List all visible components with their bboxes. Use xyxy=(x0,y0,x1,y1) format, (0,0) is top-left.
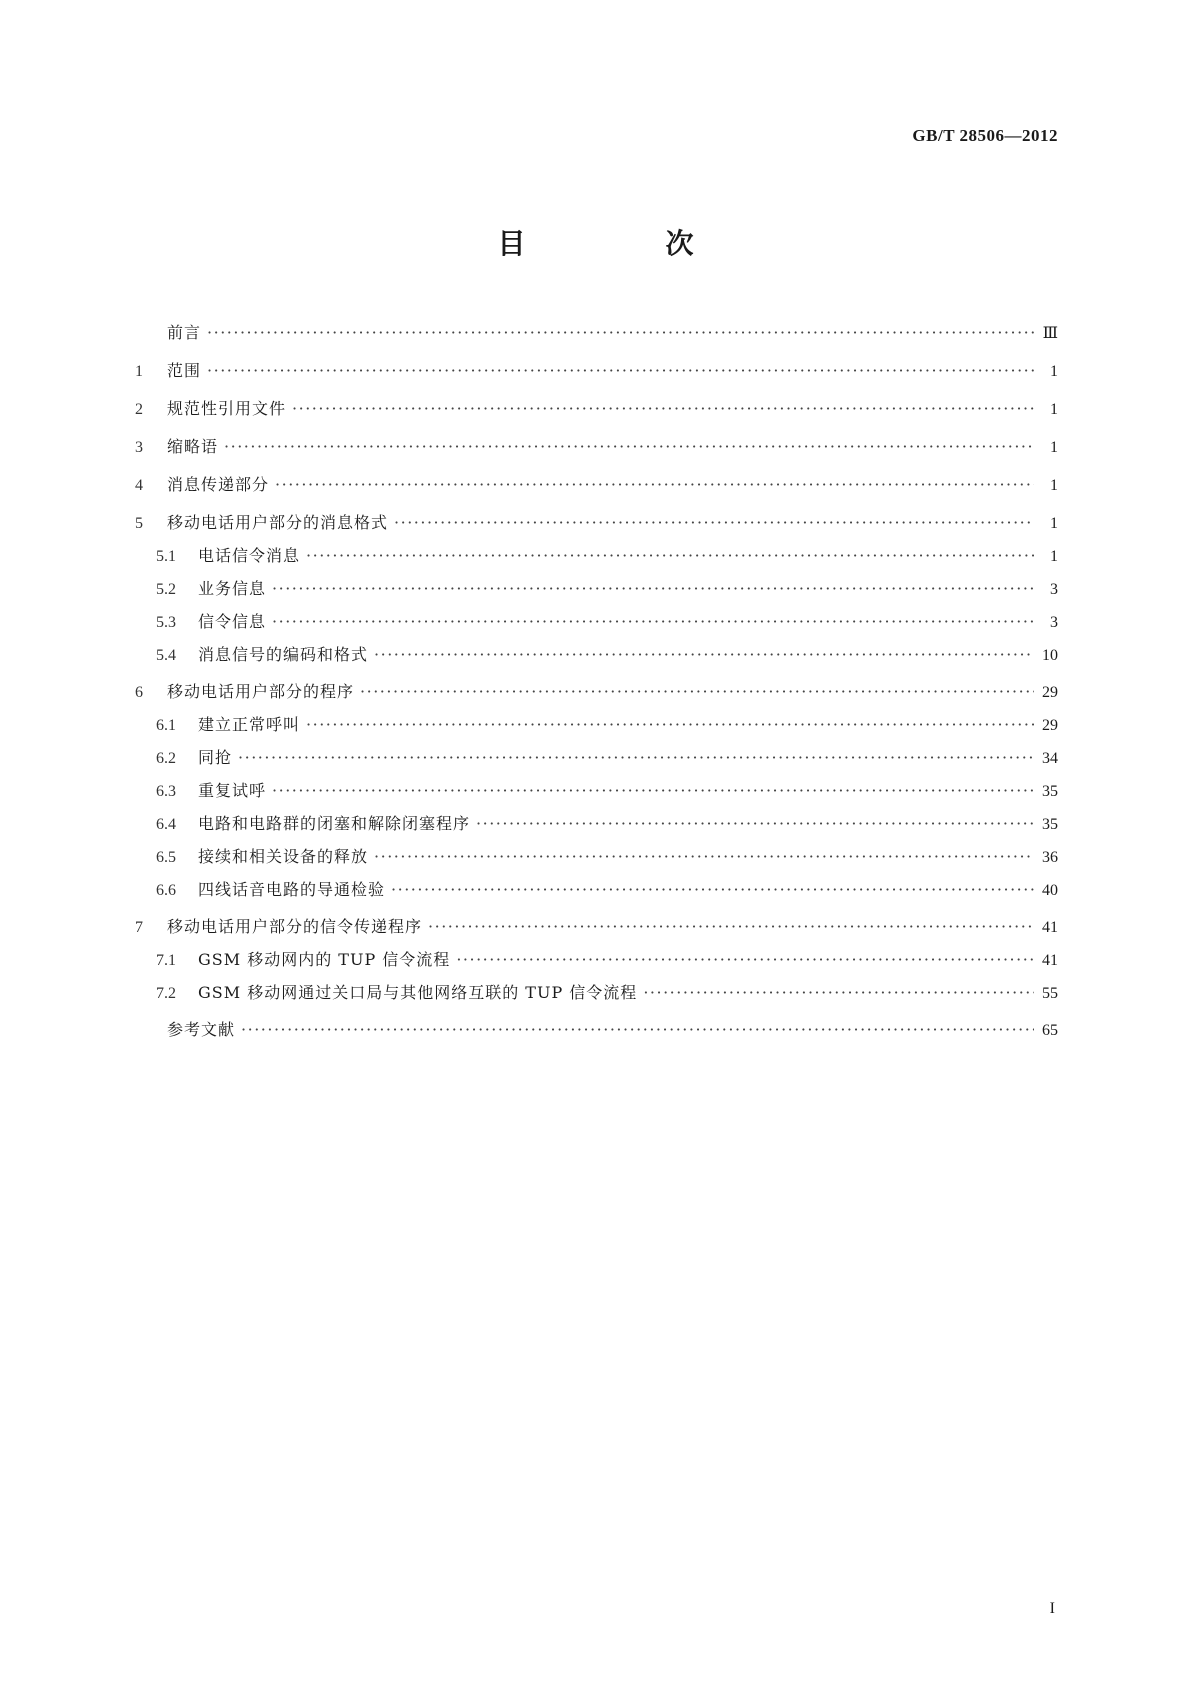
toc-entry[interactable] xyxy=(135,1020,1058,1041)
toc-entry-number: 6.2 xyxy=(156,750,176,767)
toc-dot-leader xyxy=(643,983,1034,1003)
toc-entry-page: 1 xyxy=(1050,477,1058,494)
toc-entry-page: 1 xyxy=(1050,363,1058,380)
page-title: 目 次 xyxy=(497,227,750,260)
toc-entry-number: 3 xyxy=(135,439,143,456)
toc-dot-leader xyxy=(238,748,1034,768)
toc-entry-label: 四线话音电路的导通检验 xyxy=(198,880,386,899)
toc-entry-label: 规范性引用文件 xyxy=(167,399,287,418)
toc-entry-number: 7.1 xyxy=(156,952,176,969)
toc-entry-page: 1 xyxy=(1050,439,1058,456)
toc-entry-page: 29 xyxy=(1042,717,1058,734)
toc-entry-page: 65 xyxy=(1042,1022,1058,1039)
toc-entry-number: 6.1 xyxy=(156,717,176,734)
toc-dot-leader xyxy=(374,645,1034,665)
toc-entry-number: 6.3 xyxy=(156,783,176,800)
toc-entry[interactable] xyxy=(135,847,1058,868)
toc-entry-label: 接续和相关设备的释放 xyxy=(198,847,369,866)
toc-entry[interactable] xyxy=(135,682,1058,703)
toc-entry[interactable] xyxy=(135,475,1058,496)
toc-entry[interactable] xyxy=(135,579,1058,600)
toc-entry[interactable] xyxy=(135,361,1058,382)
toc-entry[interactable] xyxy=(135,781,1058,802)
toc-entry-page: 1 xyxy=(1050,515,1058,532)
toc-entry[interactable] xyxy=(135,323,1058,344)
toc-entry-page: 3 xyxy=(1050,614,1058,631)
toc-entry-label: 同抢 xyxy=(198,748,233,767)
toc-entry-page: 55 xyxy=(1042,985,1058,1002)
toc-entry-number: 5.1 xyxy=(156,548,176,565)
toc-entry-label: 建立正常呼叫 xyxy=(198,715,301,734)
toc-dot-leader xyxy=(374,847,1034,867)
toc-entry-number: 4 xyxy=(135,477,143,494)
toc-entry-number: 6 xyxy=(135,684,143,701)
toc-entry-number: 1 xyxy=(135,363,143,380)
toc-entry-label: 缩略语 xyxy=(167,437,219,456)
toc-entry-number: 6.4 xyxy=(156,816,176,833)
toc-entry-number: 6.6 xyxy=(156,882,176,899)
toc-dot-leader xyxy=(241,1020,1034,1040)
toc-entry-label: 重复试呼 xyxy=(198,781,267,800)
toc-entry-page: 34 xyxy=(1042,750,1058,767)
toc-entry-page: 3 xyxy=(1050,581,1058,598)
toc-entry[interactable] xyxy=(135,546,1058,567)
toc-entry[interactable] xyxy=(135,748,1058,769)
toc-dot-leader xyxy=(306,715,1034,735)
toc-entry[interactable] xyxy=(135,880,1058,901)
toc-dot-leader xyxy=(272,579,1034,599)
toc-entry-page: Ⅲ xyxy=(1042,325,1058,342)
toc-entry-label: GSM 移动网内的 TUP 信令流程 xyxy=(198,950,451,969)
toc-entry-page: 36 xyxy=(1042,849,1058,866)
toc-dot-leader xyxy=(428,917,1034,937)
toc-entry-page: 10 xyxy=(1042,647,1058,664)
toc-dot-leader xyxy=(456,950,1034,970)
toc-entry[interactable] xyxy=(135,513,1058,534)
toc-dot-leader xyxy=(207,323,1034,343)
toc-entry-label: 移动电话用户部分的信令传递程序 xyxy=(167,917,423,936)
toc-entry-label: 范围 xyxy=(167,361,202,380)
toc-dot-leader xyxy=(306,546,1034,566)
standard-code: GB/T 28506—2012 xyxy=(912,126,1058,145)
toc-entry-label: 移动电话用户部分的程序 xyxy=(167,682,355,701)
toc-entry-number: 5.2 xyxy=(156,581,176,598)
toc-dot-leader xyxy=(224,437,1034,457)
page-number: I xyxy=(1049,1600,1055,1617)
toc-dot-leader xyxy=(391,880,1034,900)
toc-entry-label: 业务信息 xyxy=(198,579,267,598)
toc-dot-leader xyxy=(207,361,1034,381)
toc-entry-number: 5.4 xyxy=(156,647,176,664)
toc-dot-leader xyxy=(360,682,1034,702)
toc-dot-leader xyxy=(275,475,1034,495)
toc-entry-label: 前言 xyxy=(167,323,202,342)
toc-entry-label: 消息信号的编码和格式 xyxy=(198,645,369,664)
toc-entry-label: 电路和电路群的闭塞和解除闭塞程序 xyxy=(198,814,471,833)
toc-entry[interactable] xyxy=(135,437,1058,458)
toc-entry[interactable] xyxy=(135,715,1058,736)
toc-dot-leader xyxy=(272,612,1034,632)
toc-entry-page: 1 xyxy=(1050,548,1058,565)
toc-dot-leader xyxy=(272,781,1034,801)
toc-entry-label: GSM 移动网通过关口局与其他网络互联的 TUP 信令流程 xyxy=(198,983,638,1002)
toc-dot-leader xyxy=(292,399,1034,419)
toc-entry[interactable] xyxy=(135,983,1058,1004)
toc-entry-page: 40 xyxy=(1042,882,1058,899)
toc-entry-page: 41 xyxy=(1042,919,1058,936)
toc-entry[interactable] xyxy=(135,950,1058,971)
toc-entry-number: 7 xyxy=(135,919,143,936)
toc-dot-leader xyxy=(476,814,1034,834)
toc-entry-number: 5 xyxy=(135,515,143,532)
toc-entry-number: 6.5 xyxy=(156,849,176,866)
toc-dot-leader xyxy=(394,513,1034,533)
toc-entry[interactable] xyxy=(135,917,1058,938)
toc-entry-label: 电话信令消息 xyxy=(198,546,301,565)
toc-entry[interactable] xyxy=(135,399,1058,420)
toc-entry-label: 消息传递部分 xyxy=(167,475,270,494)
table-of-contents xyxy=(135,323,1058,1041)
toc-entry-label: 移动电话用户部分的消息格式 xyxy=(167,513,389,532)
toc-entry-page: 1 xyxy=(1050,401,1058,418)
toc-entry-page: 29 xyxy=(1042,684,1058,701)
toc-entry-number: 5.3 xyxy=(156,614,176,631)
toc-entry-number: 7.2 xyxy=(156,985,176,1002)
toc-entry-page: 41 xyxy=(1042,952,1058,969)
toc-entry[interactable] xyxy=(135,612,1058,633)
toc-entry-label: 信令信息 xyxy=(198,612,267,631)
toc-entry-label: 参考文献 xyxy=(167,1020,236,1039)
toc-entry-page: 35 xyxy=(1042,783,1058,800)
toc-entry-page: 35 xyxy=(1042,816,1058,833)
toc-entry[interactable] xyxy=(135,814,1058,835)
toc-entry[interactable] xyxy=(135,645,1058,666)
toc-entry-number: 2 xyxy=(135,401,143,418)
